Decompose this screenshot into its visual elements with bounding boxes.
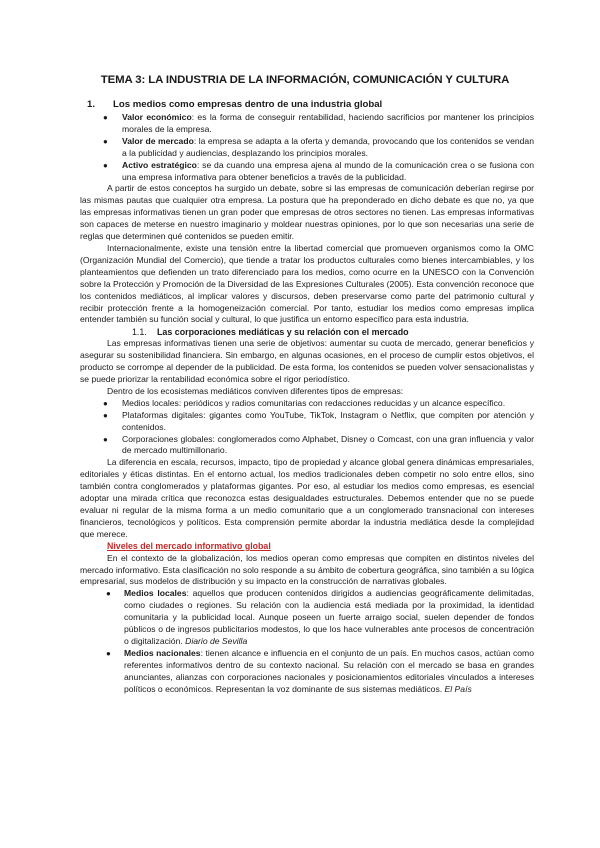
term: Valor económico: [122, 112, 192, 122]
subsection-number: 1.1.: [132, 327, 147, 338]
example: Diario de Sevilla: [185, 635, 248, 646]
definition: : aquellos que producen contenidos dirigidos a audiencias geográficamente delimitadas, como ciudades o regiones. Su relación con la audiencia está mediada por la proximidad, la identidad comunitaria y la publicidad local. Aunque poseen un fuerte arraigo social, suelen depender de fondos públicos o de ingresos publicitarios modestos, lo que los hace vulnerables ante procesos de concentración o digitalización.: [124, 588, 534, 646]
levels-heading-link[interactable]: Niveles del mercado informativo global: [107, 540, 271, 551]
section-1-heading: [80, 99, 534, 111]
company-types-list: [80, 398, 534, 458]
list-item: [80, 410, 534, 434]
bullet-icon: ●: [103, 410, 108, 420]
list-item: [80, 648, 534, 696]
list-item: [80, 398, 534, 410]
document-title: TEMA 3: LA INDUSTRIA DE LA INFORMACIÓN, COMUNICACIÓN Y CULTURA: [100, 74, 510, 86]
list-item: [80, 136, 534, 160]
list-item: [80, 112, 534, 136]
list-item-text: Corporaciones globales: conglomerados como Alphabet, Disney o Comcast, con una gran influencia y valor de mercado multimillonario.: [122, 433, 534, 456]
term: Medios locales: [124, 588, 187, 599]
definition: : es la forma de conseguir rentabilidad, haciendo sacrificios por mantener los principios morales de la empresa.: [122, 112, 534, 134]
bullet-icon: ●: [106, 589, 111, 599]
definition: : tienen alcance e influencia en el conjunto de un país. En muchos casos, actúan como referentes informativos dentro de su contexto nacional. Su relación con el mercado se basa en grandes anunciantes, alianzas con corporaciones nacionales y posicionamientos editoriales vinculados a intereses políticos o económicos. Representan la voz dominante de sus sistemas mediáticos.: [124, 647, 534, 694]
market-levels-list: [80, 588, 534, 695]
bullet-icon: ●: [103, 398, 108, 408]
list-item: [80, 160, 534, 184]
bullet-icon: ●: [103, 113, 108, 122]
paragraph: Las empresas informativas tienen una serie de objetivos: aumentar su cuota de mercado, generar beneficios y asegurar su sostenibilidad financiera. Sin embargo, en algunas ocasiones, en el proceso de cumplir estos objetivos, el producto se corrompe al depender de la publicidad. De esta forma, los contenidos se pueden volver sensacionalistas y se puede priorizar la rentabilidad económica sobre el rigor periodístico.: [80, 338, 534, 385]
list-item-text: Medios locales: periódicos y radios comunitarias con redacciones reducidas y un alcance específico.: [122, 397, 506, 408]
definition: : se da cuando una empresa ajena al mundo de la comunicación crea o se fusiona con una empresa informativa para obtener beneficios a través de la publicidad.: [122, 159, 534, 182]
paragraph: Internacionalmente, existe una tensión entre la libertad comercial que promueven organismos como la OMC (Organización Mundial del Comercio), que tiende a tratar los productos culturales como bienes intercambiables, y los planteamientos que defienden un trato diferenciado para los medios, como ocurre en la UNESCO con la Convención sobre la Protección y Promoción de la Diversidad de las Expresiones Culturales (2005). Esta convención reconoce que los contenidos mediáticos, al implicar valores y discursos, deben preservarse como parte del patrimonio cultural y recibir protección frente a la homogeneización comercial. Por tanto, estudiar los medios como empresas implica entender también su función social y cultural, lo que justifica un entorno específico para esta industria.: [80, 242, 534, 325]
subsection-title: Las corporaciones mediáticas y su relación con el mercado: [157, 327, 409, 338]
bullet-icon: ●: [103, 434, 108, 444]
paragraph: La diferencia en escala, recursos, impacto, tipo de propiedad y alcance global genera dinámicas empresariales, editoriales y éticas distintas. En el entorno actual, los medios tradicionales deben competir no solo entre ellos, sino también contra conglomerados y plataformas gigantes. Por eso, al estudiar los medios como empresas, es esencial adoptar una mirada crítica que reconozca estas desigualdades estructurales. Debemos entender que no se puede evaluar ni regular de la misma forma a un medio comunitario que a un conglomerado transnacional con intereses financieros, tecnológicos y políticos. Esta comprensión permite abordar la industria mediática desde la complejidad que merece.: [80, 457, 534, 539]
term: Valor de mercado: [122, 135, 194, 146]
term: Medios nacionales: [124, 647, 201, 658]
term: Activo estratégico: [122, 159, 197, 170]
bullet-icon: ●: [106, 648, 111, 658]
section-title: Los medios como empresas dentro de una industria global: [113, 99, 383, 110]
paragraph: Dentro de los ecosistemas mediáticos conviven diferentes tipos de empresas:: [107, 385, 404, 396]
definition: : la empresa se adapta a la oferta y demanda, provocando que los contenidos se vendan a la publicidad y audiencias, desplazando los principios morales.: [122, 135, 534, 158]
bullet-icon: ●: [103, 136, 108, 146]
concept-list: [80, 112, 534, 183]
example: El País: [444, 683, 472, 694]
list-item: [80, 588, 534, 648]
section-number: 1.: [87, 99, 96, 110]
paragraph: En el contexto de la globalización, los medios operan como empresas que compiten en distintos niveles del mercado informativo. Esta clasificación no solo responde a su ámbito de cobertura geográfica, sino también a su lógica empresarial, sus modelos de distribución y su impacto en la construcción de narrativas globales.: [80, 552, 534, 587]
list-item-text: Plataformas digitales: gigantes como YouTube, TikTok, Instagram o Netflix, que compiten por atención y contenidos.: [122, 409, 534, 432]
section-1-1-heading: [80, 326, 534, 338]
paragraph: A partir de estos conceptos ha surgido un debate, sobre si las empresas de comunicación deberían regirse por las mismas pautas que cualquier otra empresa. La postura que ha preponderado en dicho debate es que no, ya que las empresas informativas tienen un gran poder que empresas de otros sectores no tienen. Las empresas informativas son capaces de meterse en nuestro imaginario y moldear nuestras opiniones, por lo que son necesarias una serie de reglas que determinen qué contenidos se pueden emitir.: [80, 183, 534, 242]
bullet-icon: ●: [103, 160, 108, 170]
list-item: [80, 434, 534, 458]
